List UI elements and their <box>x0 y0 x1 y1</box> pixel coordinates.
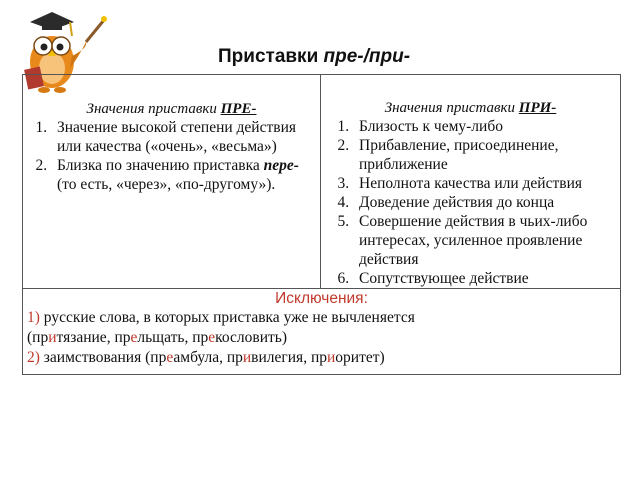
exceptions-row <box>23 289 621 375</box>
pre-header: Значения приставки ПРЕ- <box>86 101 257 117</box>
list-item: 2. Прибавление, присоединение, приближение <box>353 136 620 174</box>
list-item: 4. Доведение действия до конца <box>353 193 620 212</box>
list-item: 5. Совершение действия в чьих-либо интересах, усиленное проявление действия <box>353 212 620 269</box>
pre-meanings-cell <box>23 75 321 289</box>
meanings-row <box>23 75 621 289</box>
list-item: 6. Сопутствующее действие <box>353 269 620 288</box>
pre-meanings-list <box>23 118 320 194</box>
page-title: Приставки пре-/при- <box>218 46 411 67</box>
list-item: 2. Близка по значению приставка пере- (то есть, «через», «по-другому»). <box>51 156 320 194</box>
exceptions-title: Исключения: <box>275 290 368 307</box>
list-item: 1. Близость к чему-либо <box>353 117 620 136</box>
exceptions-cell <box>23 289 621 375</box>
pri-header: Значения приставки ПРИ- <box>384 100 557 116</box>
list-item: 1. Значение высокой степени действия или качества («очень», «весьма») <box>51 118 320 156</box>
prefix-rules-table <box>22 74 621 375</box>
exception-item-2: 2) заимствования (преамбула, привилегия, приоритет) <box>27 349 385 366</box>
list-item: 3. Неполнота качества или действия <box>353 174 620 193</box>
pri-meanings-cell <box>321 75 621 289</box>
exception-item-1: 1) русские слова, в которых приставка уже не вычленяется (притязание, прельщать, прекословить) <box>27 309 415 346</box>
pri-meanings-list <box>321 117 620 288</box>
exceptions-text <box>23 308 620 374</box>
